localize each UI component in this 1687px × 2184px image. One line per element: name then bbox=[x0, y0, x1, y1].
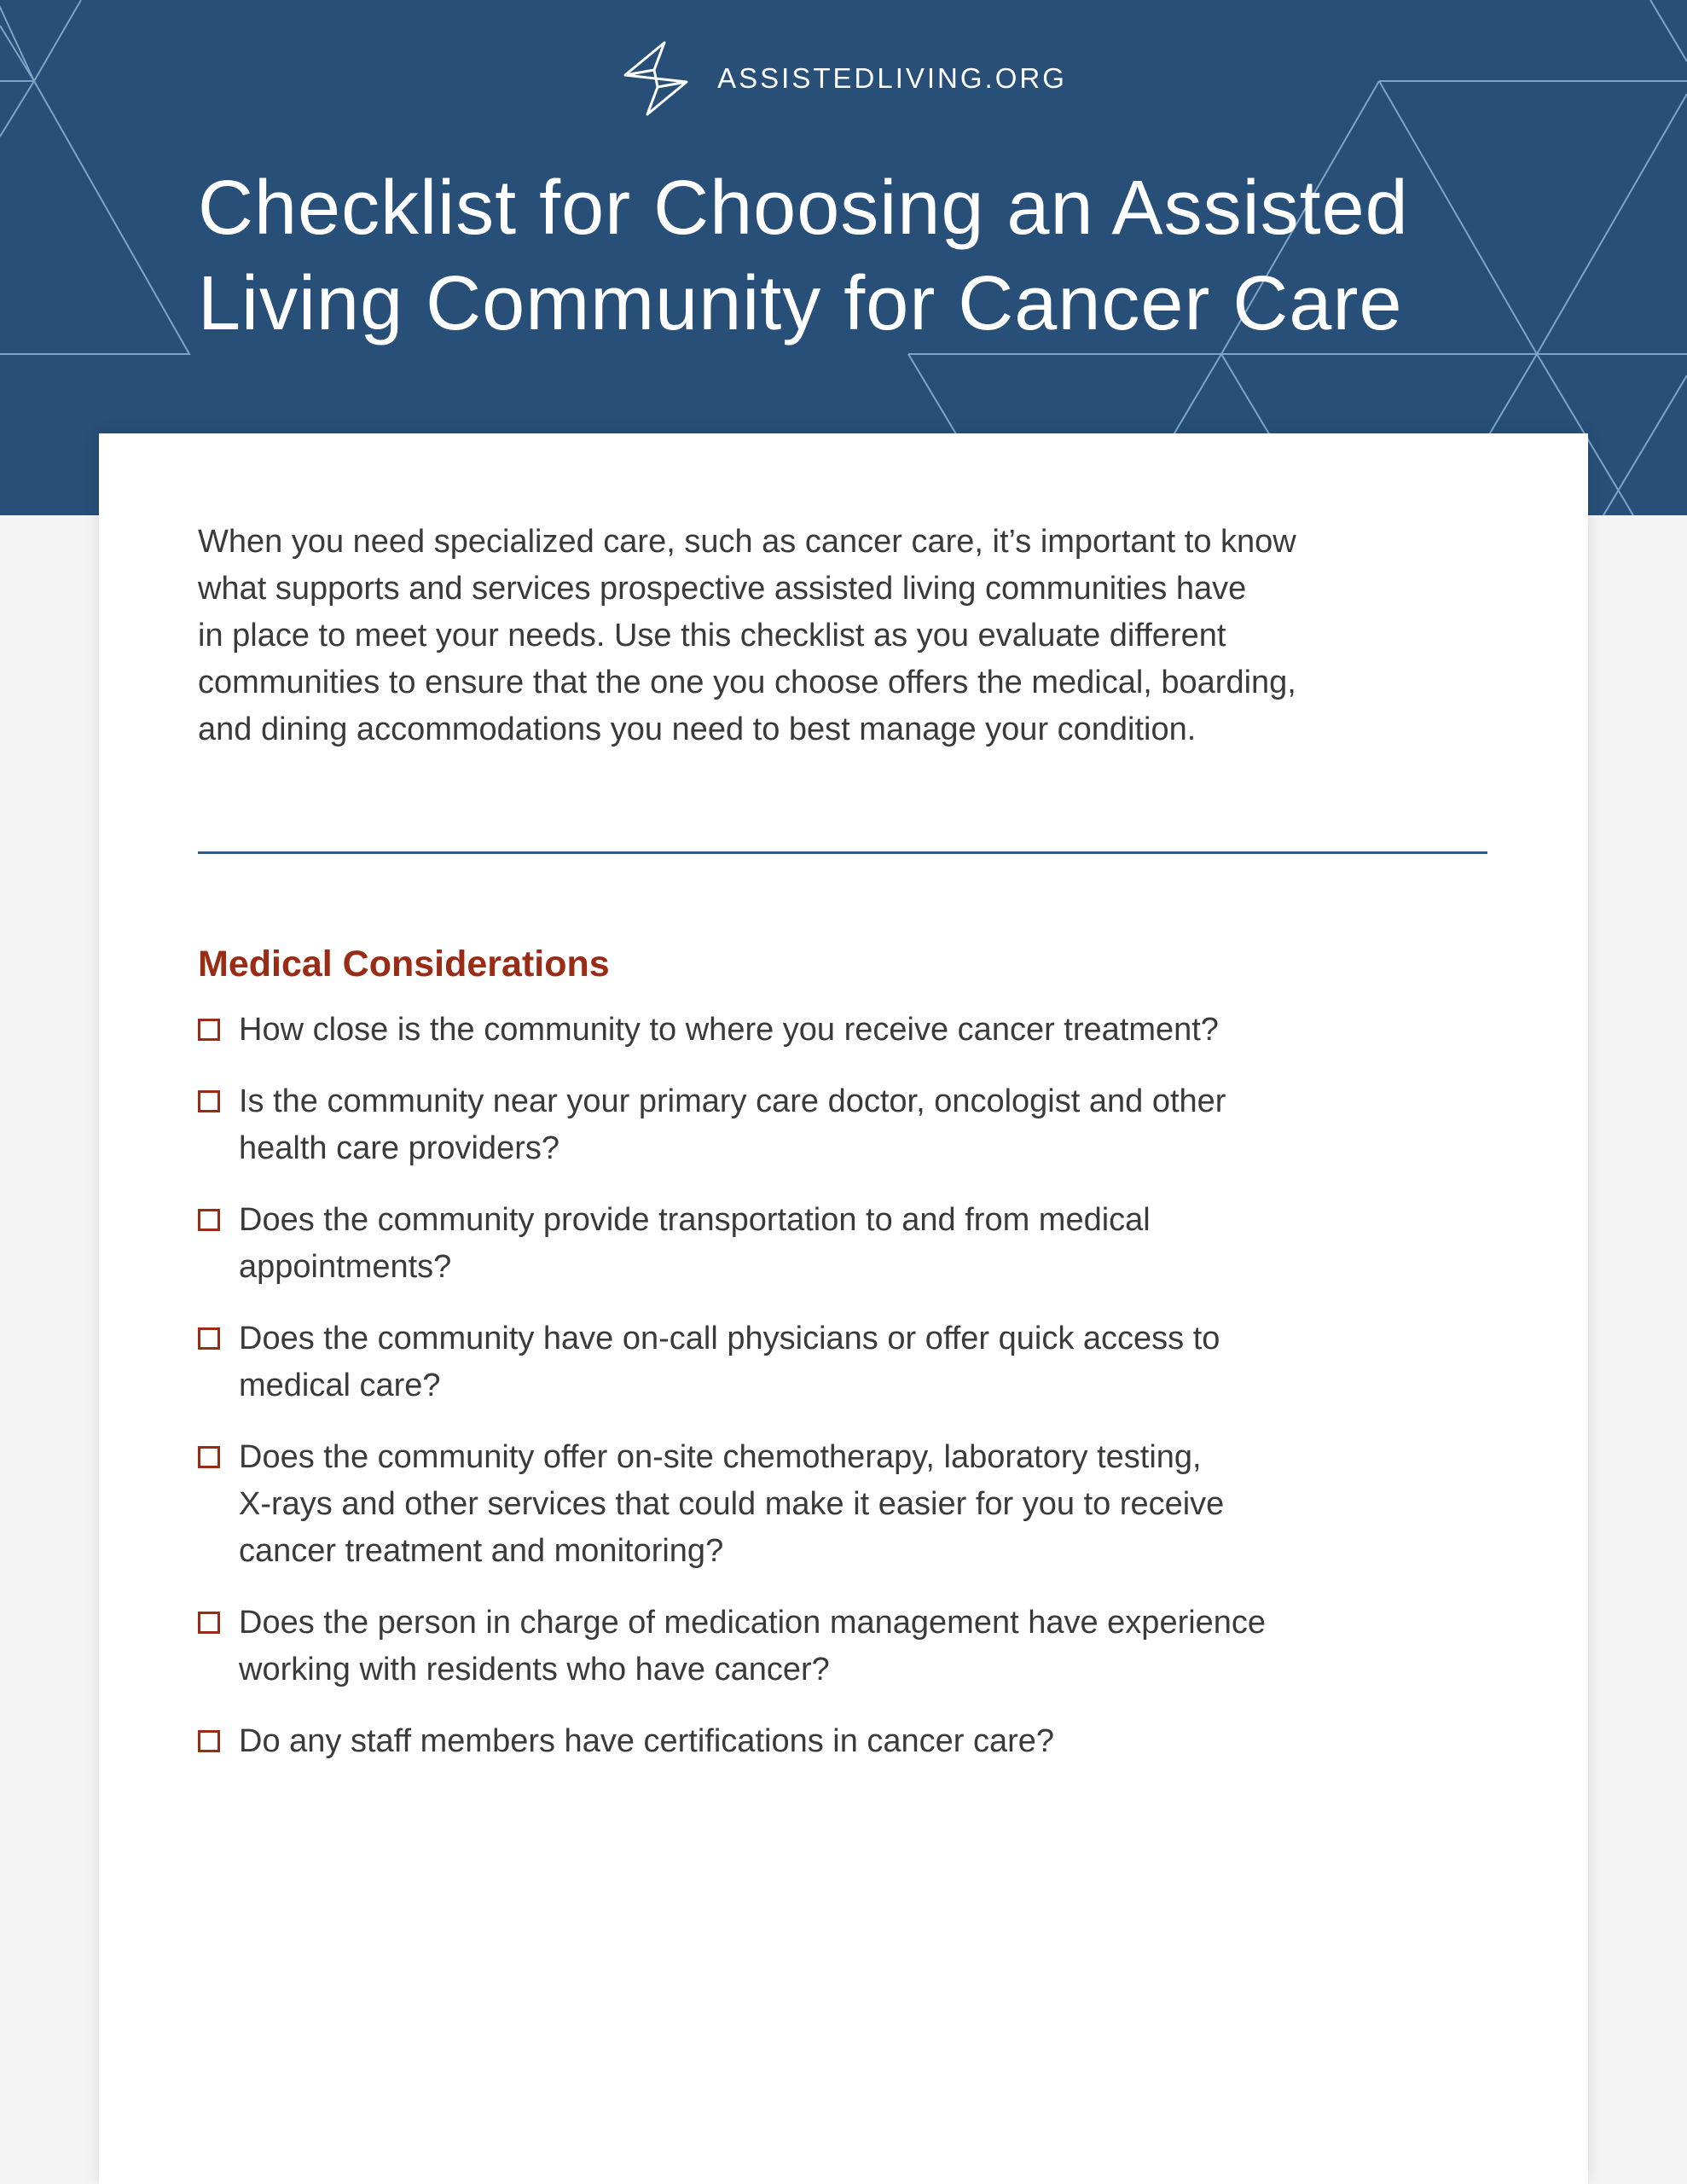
checkbox[interactable] bbox=[198, 1446, 220, 1468]
item-line: medical care? bbox=[239, 1368, 441, 1403]
brand-name[interactable]: ASSISTEDLIVING.ORG bbox=[717, 62, 1067, 94]
checkbox[interactable] bbox=[198, 1209, 220, 1231]
checklist-item bbox=[198, 1600, 1511, 1693]
item-line: X-rays and other services that could make it easier for you to receive bbox=[239, 1486, 1225, 1522]
intro-line: what supports and services prospective assisted living communities have bbox=[198, 571, 1247, 607]
checkbox[interactable] bbox=[198, 1090, 220, 1112]
checklist-item-text bbox=[239, 1316, 1220, 1409]
section-title: Medical Considerations bbox=[198, 944, 610, 985]
brand bbox=[0, 39, 1687, 118]
intro-line: in place to meet your needs. Use this checklist as you evaluate different bbox=[198, 618, 1226, 653]
checklist bbox=[198, 1007, 1511, 1790]
checklist-item bbox=[198, 1197, 1511, 1291]
checklist-item-text bbox=[239, 1007, 1219, 1054]
item-line: Do any staff members have certifications in cancer care? bbox=[239, 1723, 1055, 1759]
item-line: How close is the community to where you receive cancer treatment? bbox=[239, 1012, 1219, 1048]
item-line: Does the community provide transportation to and from medical bbox=[239, 1202, 1151, 1238]
page-title bbox=[198, 160, 1528, 351]
checklist-item-text bbox=[239, 1718, 1054, 1765]
intro-line: communities to ensure that the one you choose offers the medical, boarding, bbox=[198, 665, 1296, 700]
content-card bbox=[99, 433, 1588, 2184]
checklist-item bbox=[198, 1434, 1511, 1575]
title-line: Checklist for Choosing an Assisted bbox=[198, 166, 1409, 251]
checkbox[interactable] bbox=[198, 1612, 220, 1634]
checklist-item bbox=[198, 1718, 1511, 1765]
intro-paragraph bbox=[198, 519, 1511, 753]
checklist-item-text bbox=[239, 1078, 1226, 1172]
checkbox[interactable] bbox=[198, 1019, 220, 1041]
checklist-item bbox=[198, 1316, 1511, 1409]
item-line: appointments? bbox=[239, 1249, 452, 1285]
item-line: Does the community offer on-site chemotherapy, laboratory testing, bbox=[239, 1439, 1202, 1475]
checkbox[interactable] bbox=[198, 1327, 220, 1350]
checklist-item-text bbox=[239, 1600, 1266, 1693]
item-line: Does the person in charge of medication management have experience bbox=[239, 1605, 1267, 1641]
section-divider bbox=[198, 851, 1487, 854]
checklist-item bbox=[198, 1007, 1511, 1054]
item-line: cancer treatment and monitoring? bbox=[239, 1533, 724, 1569]
item-line: Is the community near your primary care doctor, oncologist and other bbox=[239, 1083, 1226, 1119]
checklist-item-text bbox=[239, 1197, 1151, 1291]
assistedliving-logo-icon bbox=[620, 39, 692, 118]
checklist-item-text bbox=[239, 1434, 1224, 1575]
checklist-item bbox=[198, 1078, 1511, 1172]
item-line: health care providers? bbox=[239, 1130, 559, 1166]
item-line: Does the community have on-call physicians or offer quick access to bbox=[239, 1321, 1220, 1356]
checkbox[interactable] bbox=[198, 1730, 220, 1752]
intro-line: When you need specialized care, such as cancer care, it’s important to know bbox=[198, 524, 1296, 560]
item-line: working with residents who have cancer? bbox=[239, 1652, 830, 1687]
title-line: Living Community for Cancer Care bbox=[198, 261, 1403, 346]
intro-line: and dining accommodations you need to best manage your condition. bbox=[198, 712, 1197, 747]
